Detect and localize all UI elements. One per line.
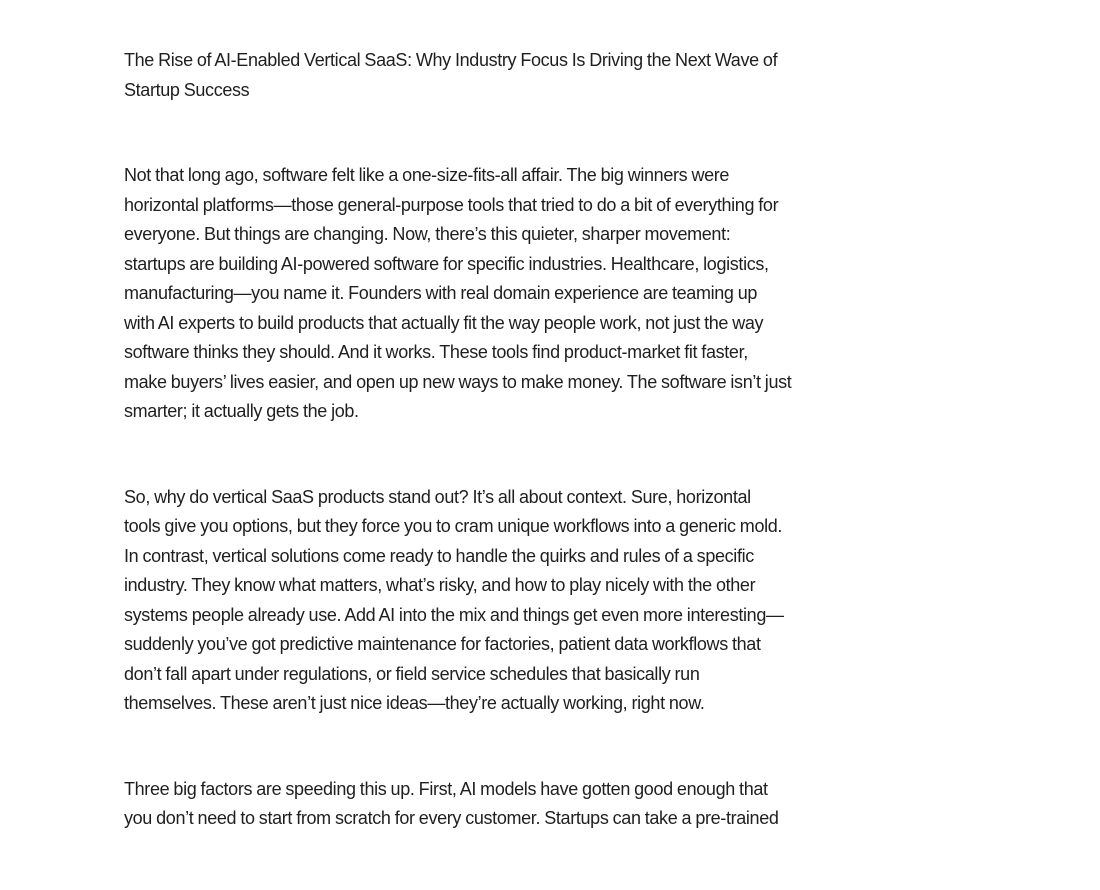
document-page [124,46,924,890]
text-line: themselves. These aren’t just nice ideas—they’re actually working, right now. [124,693,705,713]
text-line: systems people already use. Add AI into the mix and things get even more interesting— [124,604,784,625]
text-line: with AI experts to build products that actually fit the way people work, not just the way [124,312,764,333]
text-line: make buyers’ lives easier, and open up new ways to make money. The software isn’t just [124,371,792,392]
text-line: tools give you options, but they force you to cram unique workflows into a generic mold. [124,516,783,536]
paragraph-1 [124,161,924,427]
text-line: So, why do vertical SaaS products stand out? It’s all about context. Sure, horizontal [124,486,751,507]
text-line: Not that long ago, software felt like a one-size-fits-all affair. The big winners were [124,165,730,185]
text-line: suddenly you’ve got predictive maintenance for factories, patient data workflows that [124,634,761,654]
text-line: manufacturing—you name it. Founders with real domain experience are teaming up [124,283,758,303]
paragraph-2 [124,483,924,719]
text-line: you don’t need to start from scratch for every customer. Startups can take a pre-trained [124,808,779,828]
text-line: horizontal platforms—those general-purpose tools that tried to do a bit of everything for [124,194,779,215]
title-line: The Rise of AI-Enabled Vertical SaaS: Why Industry Focus Is Driving the Next Wave of [124,50,778,70]
text-line: smarter; it actually gets the job. [124,401,359,421]
title-line: Startup Success [124,79,250,100]
text-line: don’t fall apart under regulations, or field service schedules that basically run [124,663,700,684]
text-line: everyone. But things are changing. Now, there’s this quieter, sharper movement: [124,224,731,244]
text-line: In contrast, vertical solutions come ready to handle the quirks and rules of a specific [124,545,754,566]
text-line: industry. They know what matters, what’s risky, and how to play nicely with the other [124,575,756,595]
text-line: Three big factors are speeding this up. First, AI models have gotten good enough that [124,778,768,799]
text-line: software thinks they should. And it works. These tools find product-market fit faster, [124,342,748,362]
document-title [124,46,924,105]
text-line: startups are building AI-powered software for specific industries. Healthcare, logistics, [124,253,769,274]
